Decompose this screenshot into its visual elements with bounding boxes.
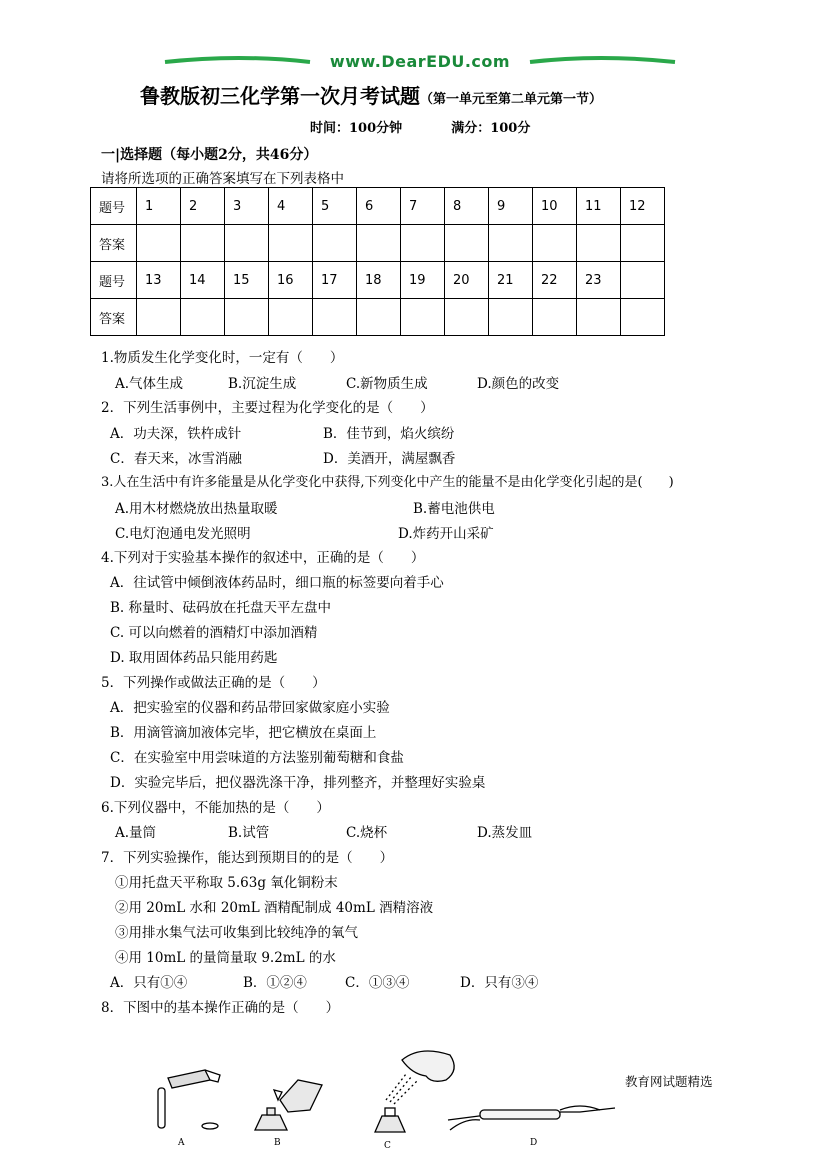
answer-cell[interactable] <box>577 299 621 336</box>
question-2-stem: 2．下列生活事例中，主要过程为化学变化的是（ ） <box>101 400 434 416</box>
question-1-option-b: B.沉淀生成 <box>228 376 297 392</box>
question-1-stem: 1.物质发生化学变化时，一定有（ ） <box>101 350 344 366</box>
answer-cell[interactable] <box>181 299 225 336</box>
answer-cell[interactable] <box>489 299 533 336</box>
figure-label-c: C <box>384 1141 391 1151</box>
exam-time: 时间：100分钟 <box>310 121 403 136</box>
num-cell: 7 <box>401 188 445 225</box>
question-7-statement-1: ①用托盘天平称取 5.63g 氧化铜粉末 <box>115 875 338 891</box>
question-2-option-d: D．美酒开，满屋飘香 <box>323 451 456 467</box>
question-7-statement-4: ④用 10mL 的量筒量取 9.2mL 的水 <box>115 950 336 966</box>
question-7-stem: 7．下列实验操作，能达到预期目的的是（ ） <box>101 850 394 866</box>
num-cell: 4 <box>269 188 313 225</box>
section-heading: 一|选择题（每小题2分，共46分） <box>101 147 318 163</box>
answer-cell[interactable] <box>137 225 181 262</box>
num-cell: 11 <box>577 188 621 225</box>
num-cell: 1 <box>137 188 181 225</box>
answer-cell[interactable] <box>401 225 445 262</box>
title-sub: （第一单元至第二单元第一节） <box>420 92 603 107</box>
lab-operations-figure <box>150 1040 620 1155</box>
num-cell: 2 <box>181 188 225 225</box>
exam-score: 满分：100分 <box>451 121 531 136</box>
num-cell: 9 <box>489 188 533 225</box>
question-8-stem: 8．下图中的基本操作正确的是（ ） <box>101 1000 340 1016</box>
answer-cell[interactable] <box>225 225 269 262</box>
answer-cell[interactable] <box>225 299 269 336</box>
question-5-option-d: D．实验完毕后，把仪器洗涤干净，排列整齐，并整理好实验桌 <box>110 775 486 791</box>
question-7-option-a: A．只有①④ <box>110 975 188 991</box>
num-cell: 19 <box>401 262 445 299</box>
num-cell: 22 <box>533 262 577 299</box>
answer-cell[interactable] <box>181 225 225 262</box>
answer-cell[interactable] <box>137 299 181 336</box>
answer-table <box>90 187 665 336</box>
question-6-stem: 6.下列仪器中，不能加热的是（ ） <box>101 800 330 816</box>
site-banner <box>160 50 680 76</box>
num-cell: 6 <box>357 188 401 225</box>
answer-cell[interactable] <box>313 299 357 336</box>
title-main: 鲁教版初三化学第一次月考试题 <box>140 84 420 108</box>
question-5-option-a: A．把实验室的仪器和药品带回家做家庭小实验 <box>110 700 390 716</box>
question-1-option-c: C.新物质生成 <box>346 376 428 392</box>
question-5-stem: 5．下列操作或做法正确的是（ ） <box>101 675 326 691</box>
question-4-stem: 4.下列对于实验基本操作的叙述中，正确的是（ ） <box>101 550 425 566</box>
question-3-option-d: D.炸药开山采矿 <box>398 526 494 542</box>
question-3-option-b: B.蓄电池供电 <box>413 501 495 517</box>
figure-label-a: A <box>178 1138 185 1148</box>
figure-caption: 教育网试题精选 <box>625 1074 713 1089</box>
question-7-statement-2: ②用 20mL 水和 20mL 酒精配制成 40mL 酒精溶液 <box>115 900 434 916</box>
num-cell: 10 <box>533 188 577 225</box>
answer-cell[interactable] <box>357 299 401 336</box>
question-6-option-c: C.烧杯 <box>346 825 388 841</box>
num-cell: 12 <box>621 188 665 225</box>
num-cell: 17 <box>313 262 357 299</box>
num-cell: 14 <box>181 262 225 299</box>
question-2-option-b: B．佳节到，焰火缤纷 <box>323 426 455 442</box>
figure-b-lamp-lighting <box>255 1080 322 1130</box>
question-1-option-d: D.颜色的改变 <box>477 376 560 392</box>
answer-cell[interactable] <box>313 225 357 262</box>
question-4-option-c: C. 可以向燃着的酒精灯中添加酒精 <box>110 625 318 641</box>
answer-cell[interactable] <box>489 225 533 262</box>
answer-cell[interactable] <box>401 299 445 336</box>
question-4-option-b: B. 称量时、砝码放在托盘天平左盘中 <box>110 600 332 616</box>
site-url: www.DearEDU.com <box>329 52 511 71</box>
num-cell: 3 <box>225 188 269 225</box>
figure-c-smelling <box>375 1051 454 1132</box>
question-1-option-a: A.气体生成 <box>115 376 184 392</box>
question-7-option-b: B．①②④ <box>243 975 307 991</box>
question-4-option-d: D. 取用固体药品只能用药匙 <box>110 650 278 666</box>
row-label: 题号 <box>91 262 137 299</box>
question-7-option-d: D．只有③④ <box>460 975 539 991</box>
question-6-option-b: B.试管 <box>228 825 270 841</box>
num-cell: 16 <box>269 262 313 299</box>
question-3-stem: 3.人在生活中有许多能量是从化学变化中获得,下列变化中产生的能量不是由化学变化引起的是( ) <box>101 475 674 490</box>
figure-label-d: D <box>530 1138 538 1148</box>
answer-cell[interactable] <box>533 299 577 336</box>
num-cell: 8 <box>445 188 489 225</box>
answer-cell[interactable] <box>621 225 665 262</box>
question-4-option-a: A．往试管中倾倒液体药品时，细口瓶的标签要向着手心 <box>110 575 444 591</box>
num-cell: 5 <box>313 188 357 225</box>
table-row <box>91 262 665 299</box>
question-5-option-c: C．在实验室中用尝味道的方法鉴别葡萄糖和食盐 <box>110 750 404 766</box>
row-label: 答案 <box>91 225 137 262</box>
figure-label-b: B <box>274 1138 281 1148</box>
num-cell: 15 <box>225 262 269 299</box>
num-cell <box>621 262 665 299</box>
question-3-option-a: A.用木材燃烧放出热量取暖 <box>115 501 278 517</box>
question-2-option-c: C．春天来，冰雪消融 <box>110 451 242 467</box>
num-cell: 21 <box>489 262 533 299</box>
table-row <box>91 188 665 225</box>
answer-cell[interactable] <box>269 225 313 262</box>
answer-cell[interactable] <box>357 225 401 262</box>
answer-cell[interactable] <box>621 299 665 336</box>
row-label: 题号 <box>91 188 137 225</box>
question-5-option-b: B．用滴管滴加液体完毕，把它横放在桌面上 <box>110 725 377 741</box>
question-6-option-d: D.蒸发皿 <box>477 825 533 841</box>
question-7-statement-3: ③用排水集气法可收集到比较纯净的氧气 <box>115 925 358 941</box>
question-2-option-a: A．功夫深，铁杵成针 <box>110 426 242 442</box>
num-cell: 18 <box>357 262 401 299</box>
question-6-option-a: A.量筒 <box>115 825 157 841</box>
table-row <box>91 225 665 262</box>
num-cell: 23 <box>577 262 621 299</box>
row-label: 答案 <box>91 299 137 336</box>
exam-meta <box>310 117 530 136</box>
num-cell: 20 <box>445 262 489 299</box>
figure-a-pouring <box>158 1070 220 1129</box>
figure-d-powder-loading <box>448 1106 615 1130</box>
answer-cell[interactable] <box>445 225 489 262</box>
answer-cell[interactable] <box>577 225 621 262</box>
table-row <box>91 299 665 336</box>
section-instruction: 请将所选项的正确答案填写在下列表格中 <box>101 171 344 187</box>
question-3-option-c: C.电灯泡通电发光照明 <box>115 526 251 542</box>
question-7-option-c: C．①③④ <box>345 975 410 991</box>
num-cell: 13 <box>137 262 181 299</box>
answer-cell[interactable] <box>269 299 313 336</box>
answer-cell[interactable] <box>445 299 489 336</box>
page-title <box>140 80 602 109</box>
answer-cell[interactable] <box>533 225 577 262</box>
